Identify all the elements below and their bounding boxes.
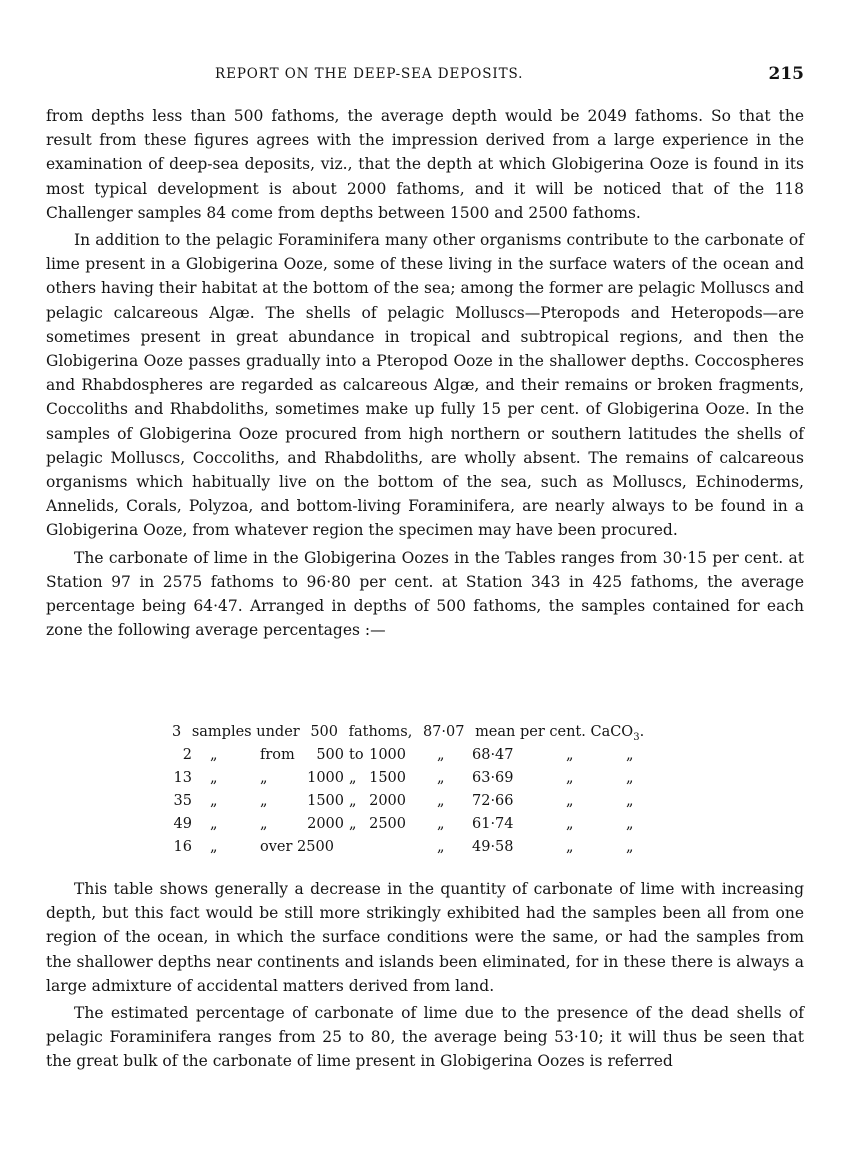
row-to: 2500: [369, 816, 406, 832]
ditto-mark: „: [210, 793, 218, 809]
header-value-a: 500: [310, 724, 338, 740]
row-label: „: [260, 793, 268, 809]
row-count: 49: [173, 816, 192, 832]
ditto-mark: „: [437, 793, 445, 809]
row-to: 1500: [369, 770, 406, 786]
paragraph-carbonate-range: The carbonate of lime in the Globigerina Oozes in the Tables ranges from 30·15 per cent. at Station 97 in 2575 fathoms to 96·80 per cent. at Station 343 in 425 fathoms, the average percentage being 64·47. Arranged in depths of 500 fathoms, the samples contained for each zone the following average percentages :—: [46, 548, 804, 640]
running-header: [0, 66, 850, 86]
word-to: to: [349, 747, 364, 763]
paragraph-estimated: The estimated percentage of carbonate of lime due to the presence of the dead shells of pelagic Foraminifera ranges from 25 to 80, the average being 53·10; it will thus be seen that the great bulk of the carbonate of lime present in Globigerina Oozes is referred: [46, 1004, 804, 1071]
row-label: over 2500: [260, 839, 334, 855]
ditto-mark: „: [566, 816, 574, 832]
row-percent: 61·74: [472, 816, 514, 832]
header-text-a: samples under: [191, 724, 300, 740]
row-to: 1000: [369, 747, 406, 763]
ditto-mark: „: [566, 747, 574, 763]
header-percent: 87·07: [422, 724, 465, 740]
table-row: [172, 839, 732, 862]
ditto-mark: „: [626, 770, 634, 786]
header-text-b: fathoms,: [348, 724, 413, 740]
row-count: 13: [173, 770, 192, 786]
carbonate-depth-table: [172, 724, 732, 862]
ditto-mark: „: [437, 747, 445, 763]
page-number: 215: [768, 64, 804, 84]
paragraph-decrease: This table shows generally a decrease in the quantity of carbonate of lime with increasing depth, but this fact would be still more strikingly exhibited had the samples been all from one region of the ocean, in which the surface conditions were the same, or had the samples from the shallower depths near continents and islands been eliminated, for in these there is always a large admixture of accidental matters derived from land.: [46, 880, 804, 995]
row-count: 16: [173, 839, 192, 855]
paragraph-continued: from depths less than 500 fathoms, the average depth would be 2049 fathoms. So that the result from these figures agrees with the impression derived from a large experience in the examination of deep-sea deposits, viz., that the depth at which Globigerina Ooze is found in its most typical development is about 2000 fathoms, and it will be noticed that of the 118 Challenger samples 84 come from depths between 1500 and 2500 fathoms.: [46, 107, 804, 222]
ditto-mark: „: [626, 839, 634, 855]
ditto-mark: „: [566, 839, 574, 855]
row-to: 2000: [369, 793, 406, 809]
row-percent: 49·58: [472, 839, 514, 855]
paragraph-organisms: In addition to the pelagic Foraminifera many other organisms contribute to the carbonate of lime present in a Globigerina Ooze, some of these living in the surface waters of the ocean and others having their habitat at the bottom of the sea; among the former are pelagic Molluscs and pelagic calcareous Algæ. The shells of pelagic Molluscs—Pteropods and Heteropods—are sometimes present in great abundance in tropical and subtropical regions, and then the Globigerina Ooze passes gradually into a Pteropod Ooze in the shallower depths. Coccospheres and Rhabdospheres are regarded as calcareous Algæ, and their remains or broken fragments, Coccoliths and Rhabdoliths, sometimes make up fully 15 per cent. of Globigerina Ooze. In the samples of Globigerina Ooze procured from high northern or southern latitudes the shells of pelagic Molluscs, Coccoliths, and Rhabdoliths, are wholly absent. The remains of calcareous organisms which habitually live on the bottom of the sea, such as Molluscs, Echinoderms, Annelids, Corals, Polyzoa, and bottom-living Foraminifera, are nearly always to be found in a Globigerina Ooze, from whatever region the specimen may have been procured.: [46, 231, 804, 540]
row-label: „: [260, 816, 268, 832]
row-from: 2000: [307, 816, 344, 832]
table-row: [172, 747, 732, 770]
row-from: 500: [316, 747, 344, 763]
ditto-mark: „: [349, 793, 357, 809]
ditto-mark: „: [210, 747, 218, 763]
row-label: from: [260, 747, 295, 763]
row-from: 1500: [307, 793, 344, 809]
ditto-mark: „: [210, 816, 218, 832]
table-header-row: [172, 724, 732, 747]
ditto-mark: „: [566, 770, 574, 786]
row-percent: 72·66: [472, 793, 514, 809]
ditto-mark: „: [437, 770, 445, 786]
ditto-mark: „: [626, 793, 634, 809]
header-end: .: [639, 724, 645, 740]
ditto-mark: „: [566, 793, 574, 809]
ditto-mark: „: [349, 816, 357, 832]
ditto-mark: „: [437, 839, 445, 855]
row-from: 1000: [307, 770, 344, 786]
running-title: REPORT ON THE DEEP-SEA DEPOSITS.: [215, 66, 524, 82]
ditto-mark: „: [626, 747, 634, 763]
row-percent: 63·69: [472, 770, 514, 786]
table-row: [172, 770, 732, 793]
ditto-mark: „: [437, 816, 445, 832]
ditto-mark: „: [210, 839, 218, 855]
body-text-top: [46, 104, 804, 642]
row-count: 35: [173, 793, 192, 809]
row-percent: 68·47: [472, 747, 514, 763]
header-subscript: 3: [633, 731, 640, 743]
body-text-bottom: [46, 877, 804, 1074]
table-row: [172, 793, 732, 816]
row-count: 2: [182, 747, 192, 763]
header-text-c: mean per cent. CaCO: [475, 724, 634, 740]
table-row: [172, 816, 732, 839]
ditto-mark: „: [626, 816, 634, 832]
ditto-mark: „: [210, 770, 218, 786]
ditto-mark: „: [349, 770, 357, 786]
row-label: „: [260, 770, 268, 786]
header-count: 3: [172, 724, 182, 740]
